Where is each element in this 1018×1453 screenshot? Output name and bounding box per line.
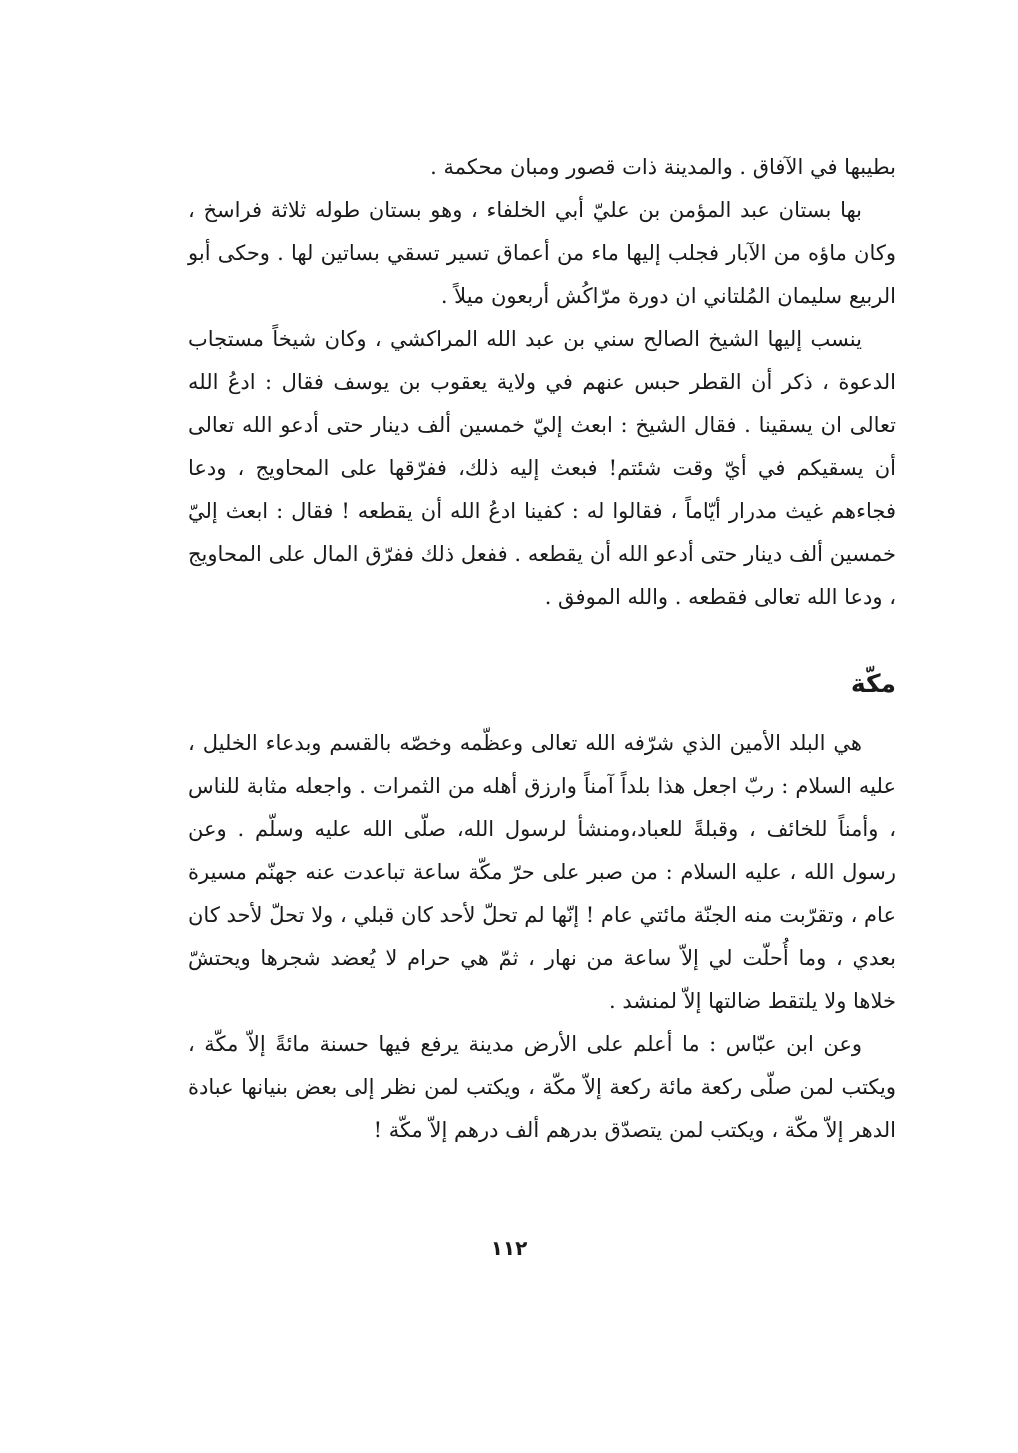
paragraph: بطيبها في الآفاق . والمدينة ذات قصور ومبان محكمة . bbox=[430, 155, 896, 179]
paragraph: هي البلد الأمين الذي شرّفه الله تعالى وعظّمه وخصّه بالقسم وبدعاء الخليل ، عليه السلام : ربّ اجعل هذا بلداً آمناً وارزق أهله من الثمرات . واجعله مثابة للناس ، وأمناً للخائف ، وقبلةً للعباد،ومنشأ لرسول الله، صلّى الله عليه وسلّم . وعن رسول الله ، عليه السلام : من صبر على حرّ مكّة ساعة تباعدت عنه جهنّم مسيرة عام ، وتقرّبت منه الجنّة مائتي عام ! إنّها لم تحلّ لأحد كان قبلي ، ولا تحلّ لأحد كان بعدي ، وما أُحلّت لي إلاّ ساعة من نهار ، ثمّ هي حرام لا يُعضد شجرها ويحتشّ خلاها ولا يلتقط ضالتها إلاّ لمنشد . bbox=[188, 731, 896, 1013]
page-number: ١١٢ bbox=[490, 1236, 528, 1260]
section-heading: مكّة bbox=[850, 669, 896, 698]
paragraph: وعن ابن عبّاس : ما أعلم على الأرض مدينة يرفع فيها حسنة مائةً إلاّ مكّة ، ويكتب لمن صلّى ركعة مائة ركعة إلاّ مكّة ، ويكتب لمن نظر إلى بعض بنيانها عبادة الدهر إلاّ مكّة ، ويكتب لمن يتصدّق بدرهم ألف درهم إلاّ مكّة ! bbox=[188, 1032, 896, 1142]
paragraph: بها بستان عبد المؤمن بن عليّ أبي الخلفاء ، وهو بستان طوله ثلاثة فراسخ ، وكان ماؤه من الآبار فجلب إليها ماء من أعماق تسير تسقي بساتين لها . وحكى أبو الربيع سليمان المُلتاني ان دورة مرّاكُش أربعون ميلاً . bbox=[188, 198, 896, 308]
text-section-marrakesh bbox=[188, 146, 896, 619]
paragraph: ينسب إليها الشيخ الصالح سني بن عبد الله المراكشي ، وكان شيخاً مستجاب الدعوة ، ذكر أن القطر حبس عنهم في ولاية يعقوب بن يوسف فقال : ادعُ الله تعالى ان يسقينا . فقال الشيخ : ابعث إليّ خمسين ألف دينار حتى أدعو الله تعالى أن يسقيكم في أيّ وقت شئتم! فبعث إليه ذلك، ففرّقها على المحاويج ، ودعا فجاءهم غيث مدرار أيّاماً ، فقالوا له : كفينا ادعُ الله أن يقطعه ! فقال : ابعث إليّ خمسين ألف دينار حتى أدعو الله أن يقطعه . ففعل ذلك ففرّق المال على المحاويج ، ودعا الله تعالى فقطعه . والله الموفق . bbox=[188, 327, 896, 609]
text-section-mecca bbox=[188, 722, 896, 1152]
